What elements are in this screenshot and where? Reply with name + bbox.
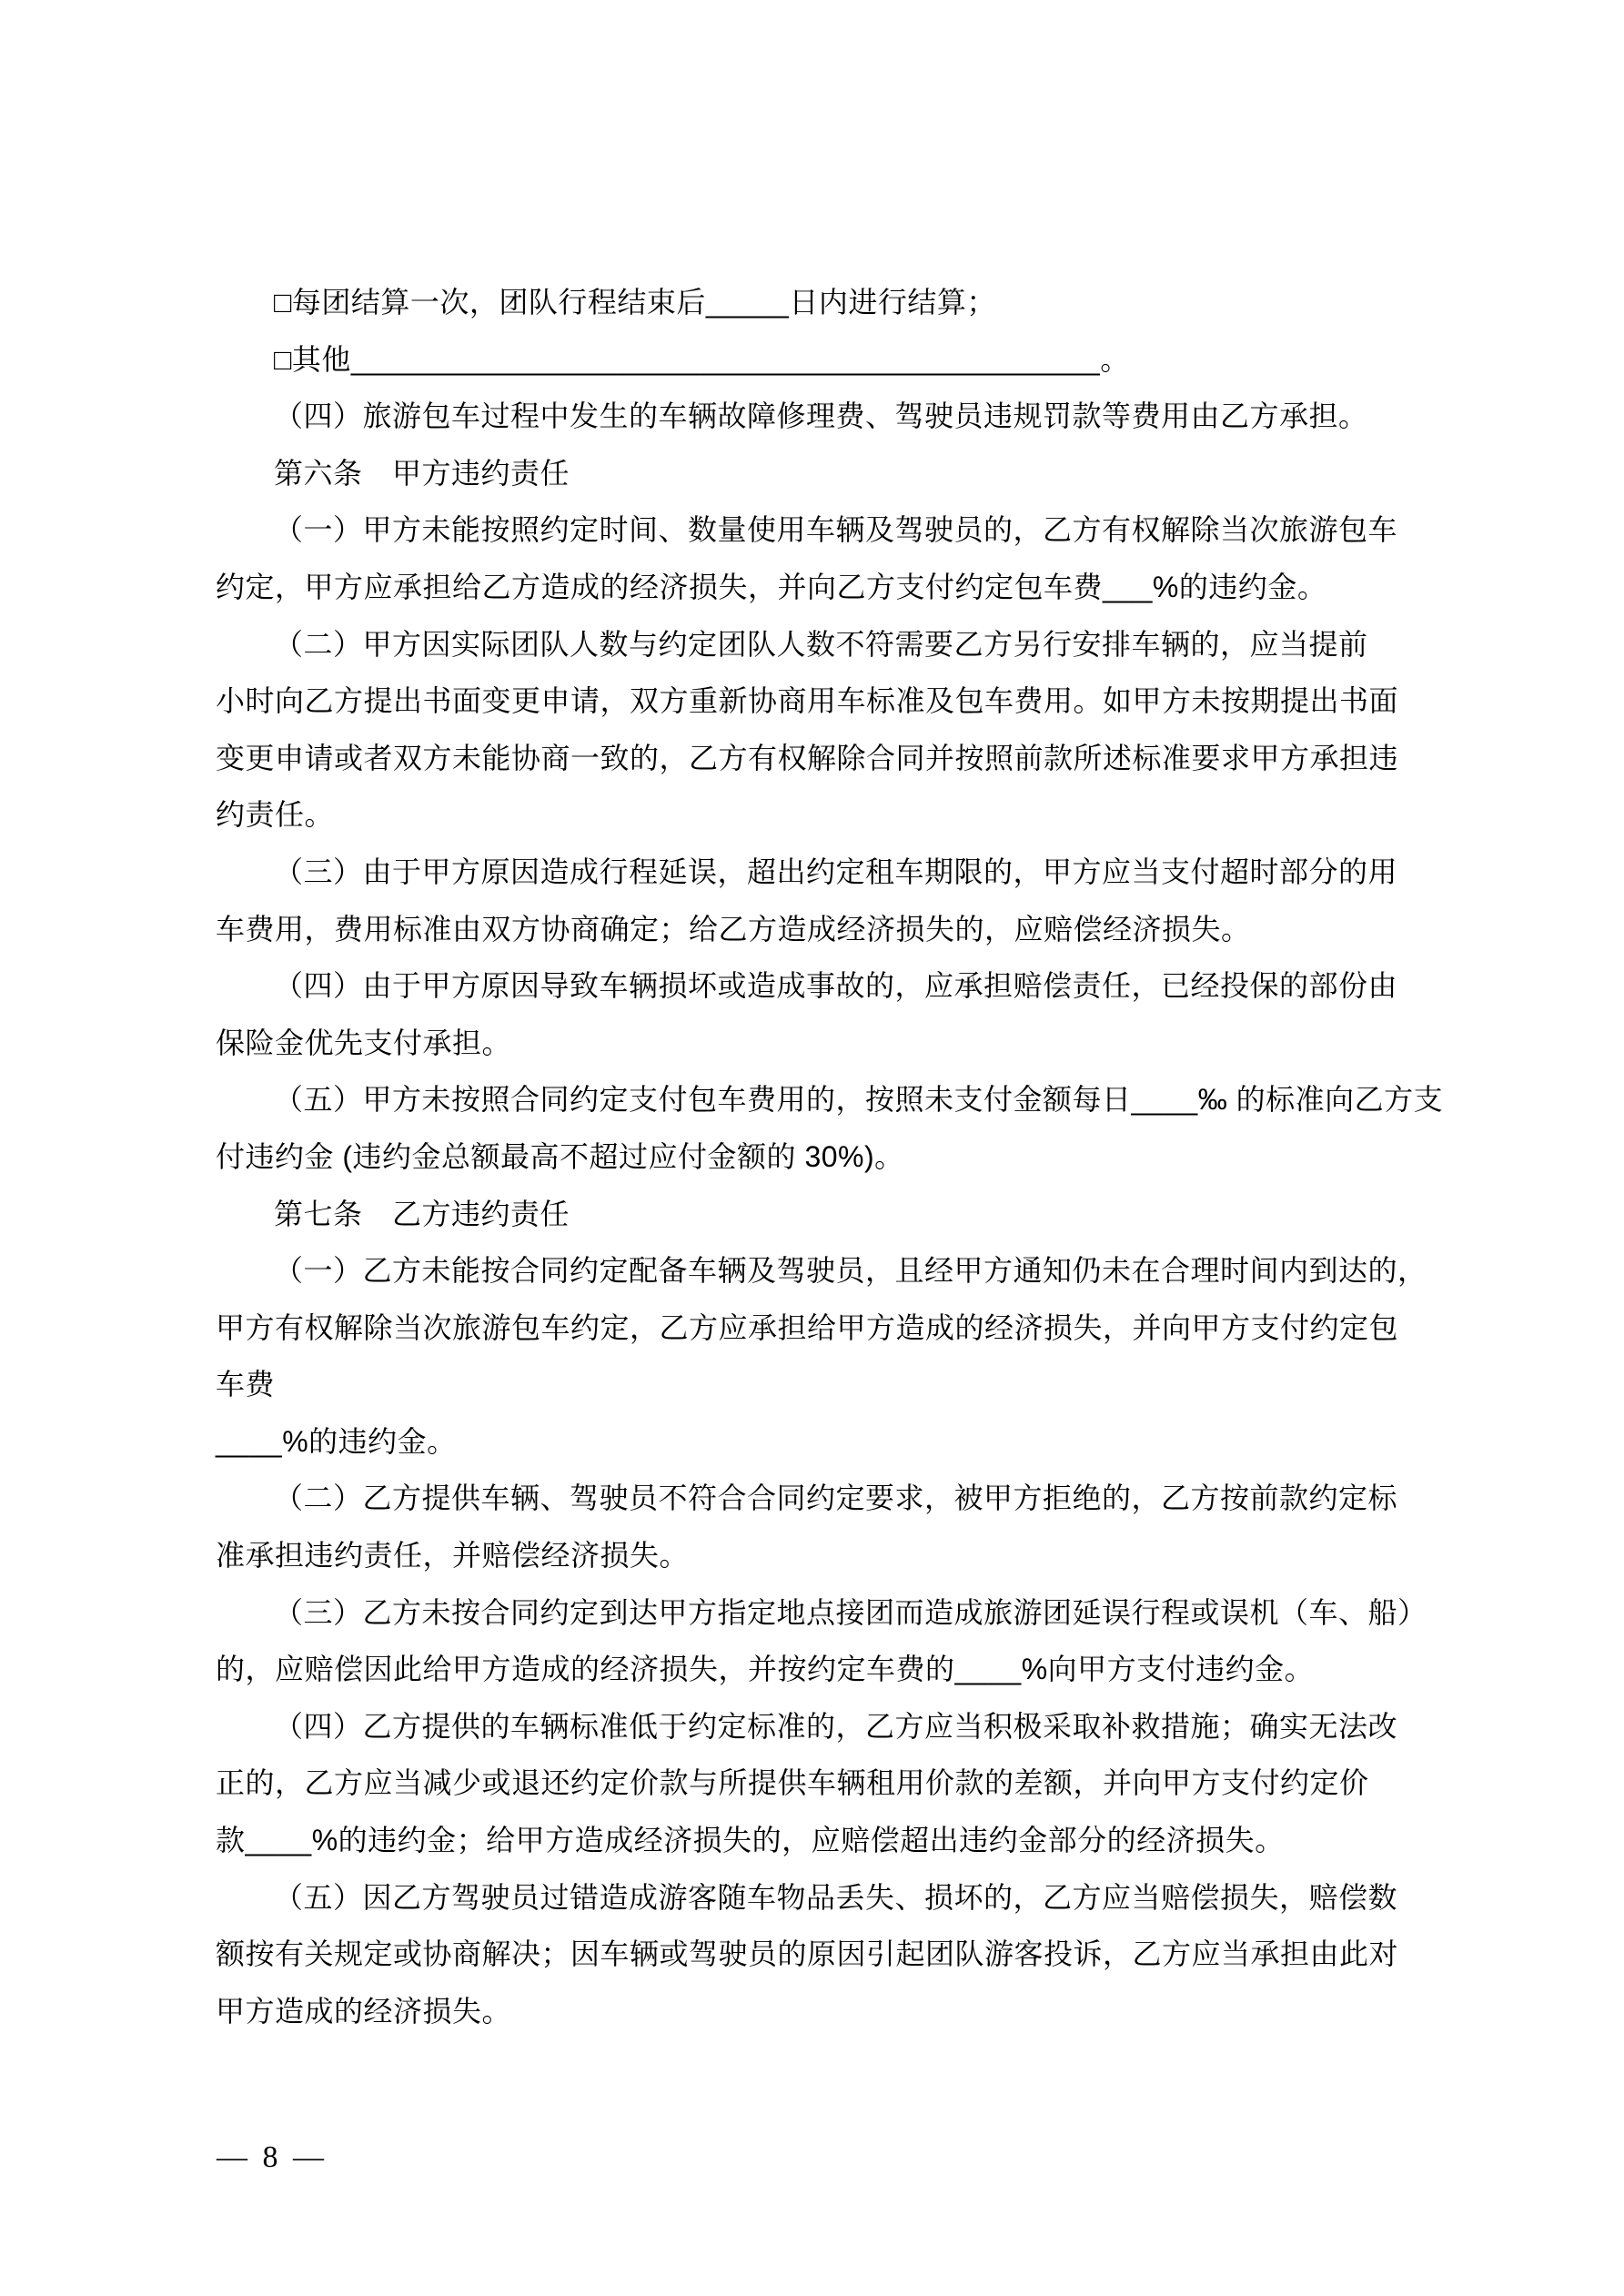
contract-line: （二）甲方因实际团队人数与约定团队人数不符需要乙方另行安排车辆的，应当提前 — [274, 627, 1368, 661]
contract-line: （四）由于甲方原因导致车辆损坏或造成事故的，应承担赔偿责任，已经投保的部份由 — [274, 969, 1398, 1003]
contract-line: （四）旅游包车过程中发生的车辆故障修理费、驾驶员违规罚款等费用由乙方承担。 — [274, 400, 1368, 433]
contract-line: 正的，乙方应当减少或退还约定价款与所提供车辆租用价款的差额，并向甲方支付约定价 — [216, 1766, 1369, 1800]
contract-line: ____%的违约金。 — [216, 1424, 457, 1458]
contract-line: 保险金优先支付承担。 — [216, 1026, 512, 1059]
contract-line: 的，应赔偿因此给甲方造成的经济损失，并按约定车费的____%向甲方支付违约金。 — [216, 1653, 1315, 1686]
contract-line: （一）乙方未能按合同约定配备车辆及驾驶员，且经甲方通知仍未在合理时间内到达的， — [274, 1254, 1427, 1288]
contract-line: 甲方造成的经济损失。 — [216, 1994, 512, 2028]
contract-line: （三）由于甲方原因造成行程延误，超出约定租车期限的，甲方应当支付超时部分的用 — [274, 855, 1398, 888]
page-number: — 8 — — [217, 2140, 328, 2174]
contract-line: （二）乙方提供车辆、驾驶员不符合合同约定要求，被甲方拒绝的，乙方按前款约定标 — [274, 1482, 1398, 1515]
contract-line: 约定，甲方应承担给乙方造成的经济损失，并向乙方支付约定包车费___%的违约金。 — [216, 570, 1327, 603]
contract-line: 甲方有权解除当次旅游包车约定，乙方应承担给甲方造成的经济损失，并向甲方支付约定包 — [216, 1310, 1399, 1344]
contract-body — [216, 274, 1444, 2039]
contract-line: 小时向乙方提出书面变更申请，双方重新协商用车标准及包车费用。如甲方未按期提出书面 — [216, 684, 1399, 718]
contract-line: 约责任。 — [216, 798, 335, 832]
contract-line: （四）乙方提供的车辆标准低于约定标准的，乙方应当积极采取补救措施；确实无法改 — [274, 1709, 1398, 1743]
article-6-heading: 第六条 甲方违约责任 — [274, 456, 570, 490]
contract-line: 额按有关规定或协商解决；因车辆或驾驶员的原因引起团队游客投诉，乙方应当承担由此对 — [216, 1937, 1399, 1971]
contract-line: 车费 — [216, 1368, 276, 1401]
contract-line: 款____%的违约金；给甲方造成经济损失的，应赔偿超出违约金部分的经济损失。 — [216, 1824, 1285, 1857]
contract-line: （一）甲方未能按照约定时间、数量使用车辆及驾驶员的，乙方有权解除当次旅游包车 — [274, 513, 1398, 547]
contract-line: （三）乙方未按合同约定到达甲方指定地点接团而造成旅游团延误行程或误机（车、船） — [274, 1595, 1427, 1629]
article-7-heading: 第七条 乙方违约责任 — [274, 1197, 570, 1230]
checkbox-option-line: □每团结算一次，团队行程结束后_____日内进行结算； — [274, 286, 996, 319]
contract-line: 付违约金 (违约金总额最高不超过应付金额的 30%)。 — [216, 1139, 904, 1173]
contract-line: （五）甲方未按照合同约定支付包车费用的，按照未支付金额每日____‰ 的标准向乙方支 — [274, 1083, 1444, 1117]
contract-line: （五）因乙方驾驶员过错造成游客随车物品丢失、损坏的，乙方应当赔偿损失，赔偿数 — [274, 1880, 1398, 1914]
checkbox-option-line: □其他_____________________________________________。 — [274, 342, 1130, 376]
contract-line: 车费用，费用标准由双方协商确定；给乙方造成经济损失的，应赔偿经济损失。 — [216, 912, 1251, 946]
contract-line: 变更申请或者双方未能协商一致的，乙方有权解除合同并按照前款所述标准要求甲方承担违 — [216, 741, 1399, 774]
contract-line: 准承担违约责任，并赔偿经济损失。 — [216, 1539, 690, 1573]
